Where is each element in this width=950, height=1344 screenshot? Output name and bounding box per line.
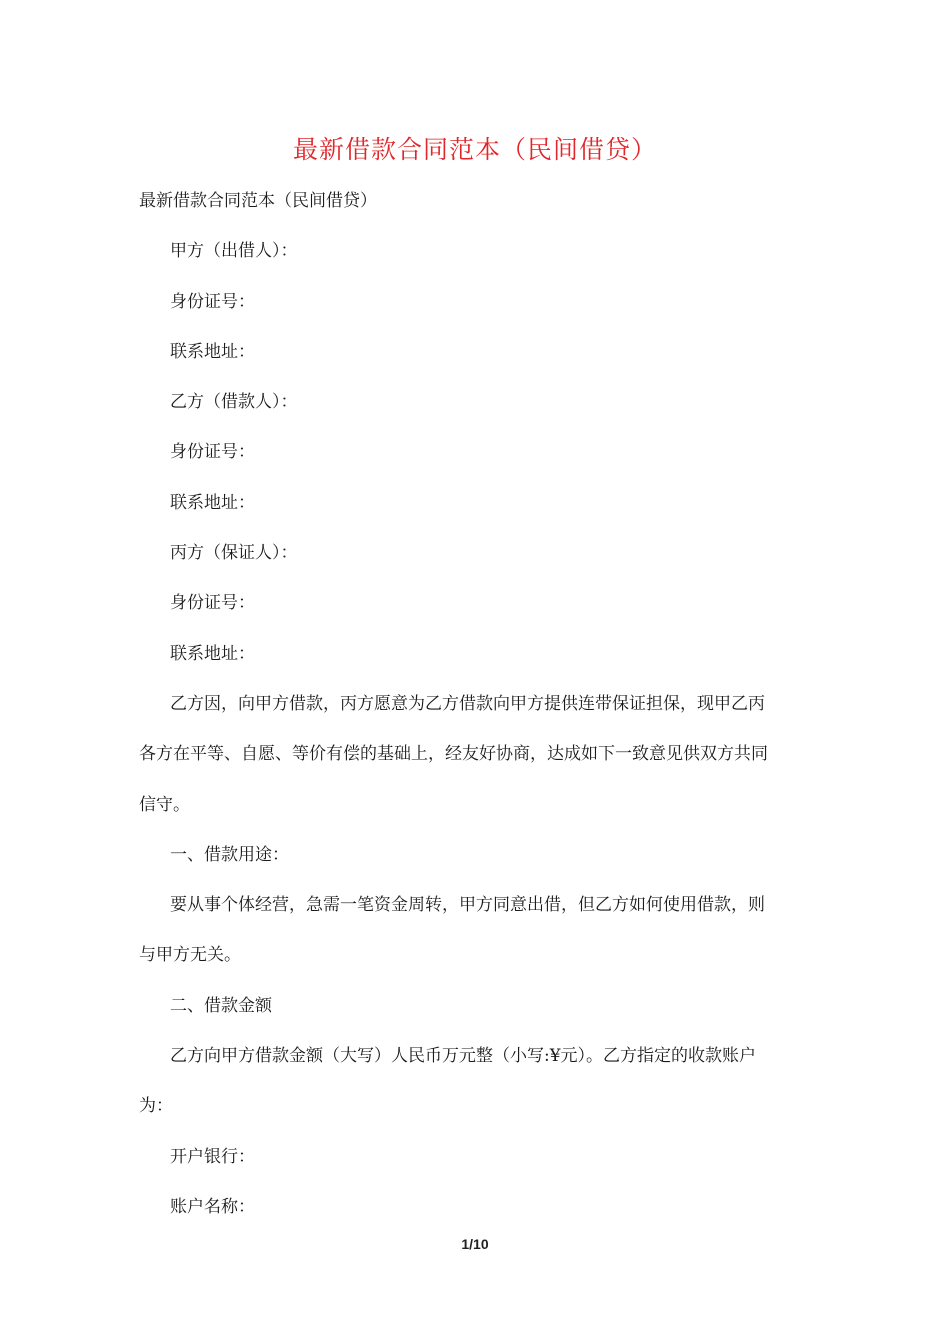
account-name-label: 账户名称： [170, 1196, 255, 1217]
party-c-address-label: 联系地址： [170, 643, 255, 664]
party-b-address-label: 联系地址： [170, 492, 255, 513]
intro-line: 各方在平等、自愿、等价有偿的基础上，经友好协商，达成如下一致意见供双方共同 [139, 744, 768, 765]
bank-name-label: 开户银行： [170, 1146, 255, 1167]
document-body [139, 183, 819, 1239]
subtitle: 最新借款合同范本（民间借贷） [139, 191, 377, 211]
intro-line: 信守。 [139, 794, 190, 815]
section2-heading: 二、借款金额 [170, 995, 272, 1016]
party-c-id-label: 身份证号： [170, 593, 255, 614]
party-c-label: 丙方（保证人）： [170, 543, 298, 564]
document-title: 最新借款合同范本（民间借贷） [292, 135, 657, 164]
page-number: 1/10 [461, 1236, 489, 1252]
section1-line: 要从事个体经营，急需一笔资金周转，甲方同意出借，但乙方如何使用借款，则 [170, 895, 765, 916]
party-b-id-label: 身份证号： [170, 442, 255, 463]
section1-line: 与甲方无关。 [139, 945, 241, 966]
section2-line: 乙方向甲方借款金额（大写）人民币万元整（小写:¥元）。乙方指定的收款账户 [170, 1046, 757, 1067]
party-a-label: 甲方（出借人）： [170, 241, 298, 262]
party-a-address-label: 联系地址： [170, 341, 255, 362]
party-b-label: 乙方（借款人）： [170, 392, 298, 413]
intro-line: 乙方因，向甲方借款，丙方愿意为乙方借款向甲方提供连带保证担保，现甲乙丙 [170, 693, 765, 714]
section2-line: 为： [139, 1096, 173, 1117]
party-a-id-label: 身份证号： [170, 291, 255, 312]
section1-heading: 一、借款用途： [170, 844, 289, 865]
